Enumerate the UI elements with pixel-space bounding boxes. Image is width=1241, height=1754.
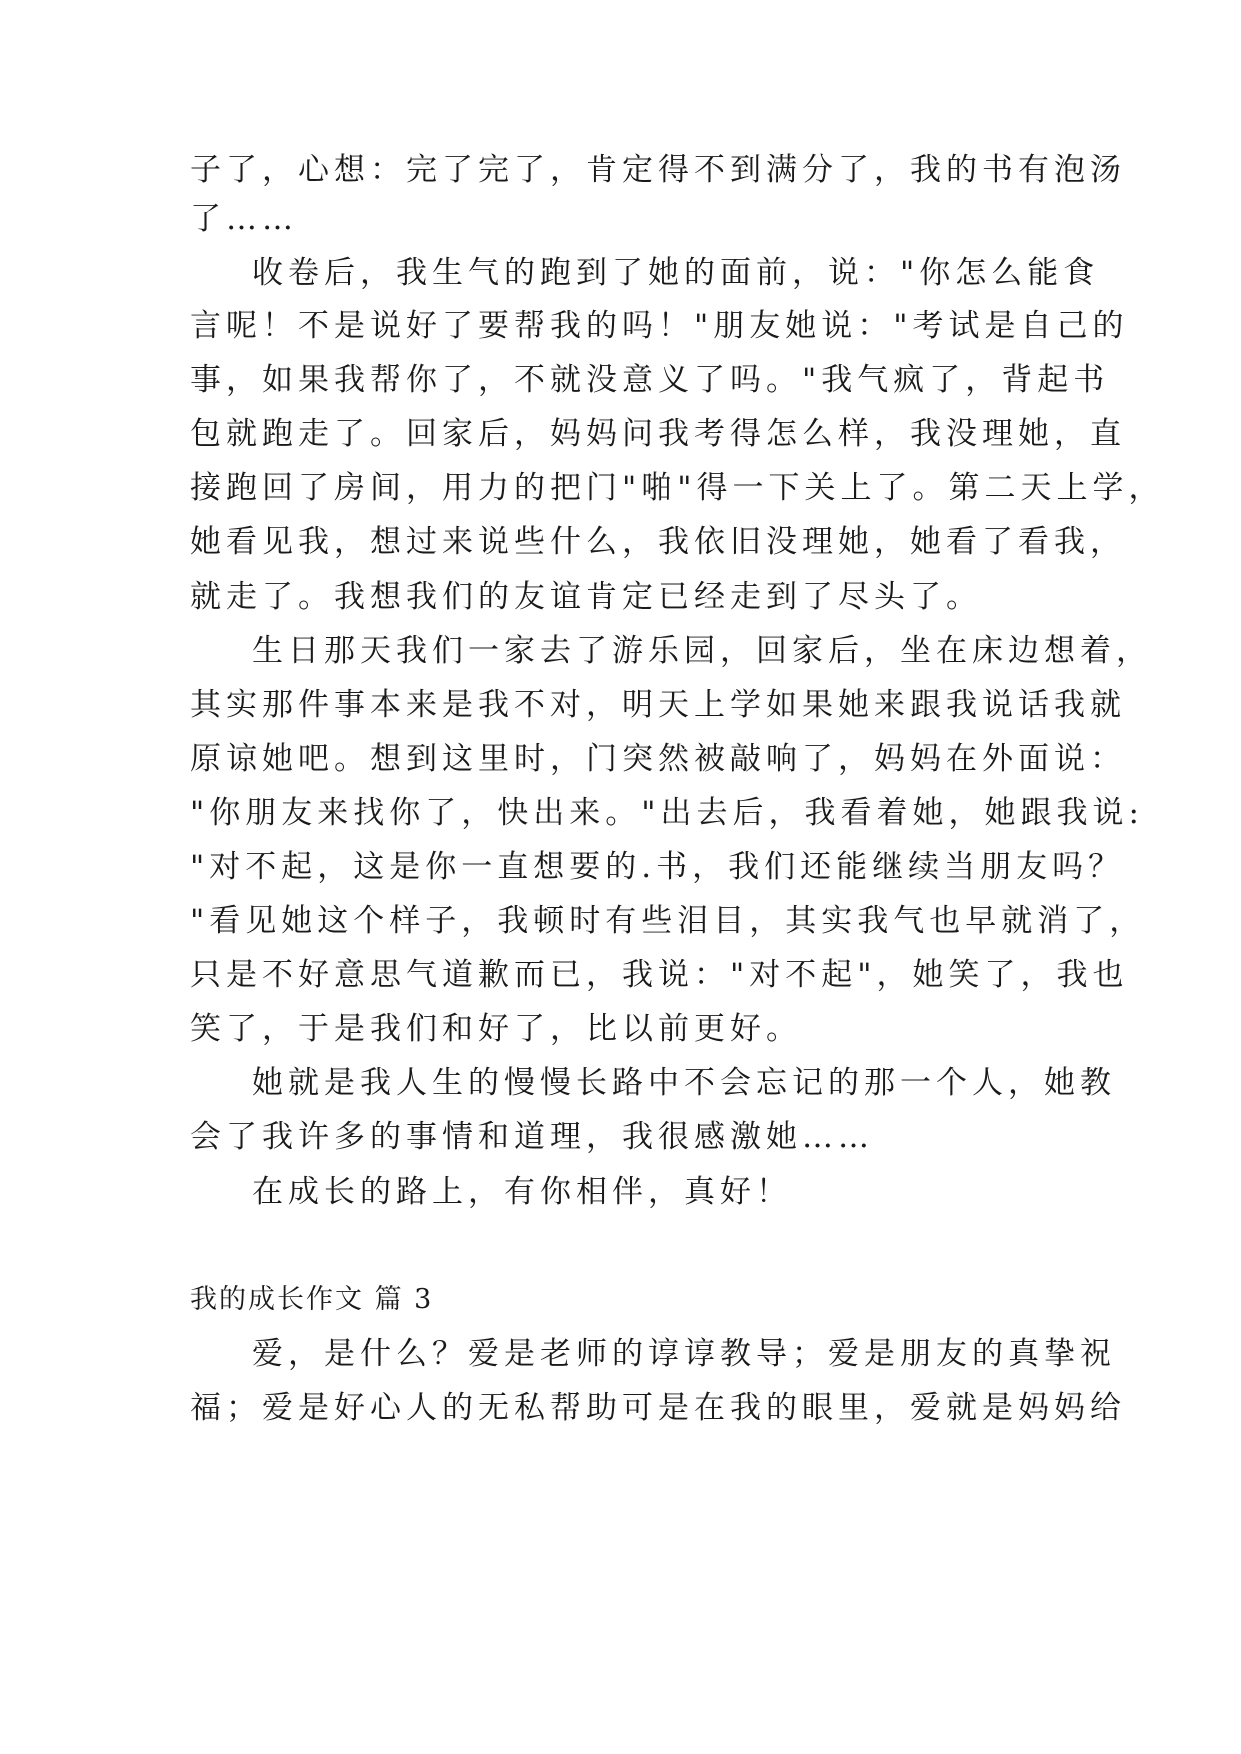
paragraph-start-line: 生日那天我们一家去了游乐园，回家后，坐在床边想着， [252,633,1152,669]
text-line: 就走了。我想我们的友谊肯定已经走到了尽头了。 [190,579,982,615]
text-line: "对不起，这是你一直想要的.书，我们还能继续当朋友吗？ [190,849,1125,885]
text-line: 了…… [190,201,298,237]
text-line: 原谅她吧。想到这里时，门突然被敲响了，妈妈在外面说： [190,741,1126,777]
text-line: 包就跑走了。回家后，妈妈问我考得怎么样，我没理她，直 [190,416,1126,452]
text-line: 事，如果我帮你了，不就没意义了吗。"我气疯了，背起书 [190,362,1110,398]
text-line: 只是不好意思气道歉而已，我说："对不起"，她笑了，我也 [190,957,1129,993]
paragraph-start-line: 在成长的路上，有你相伴，真好！ [252,1174,792,1210]
text-line: 言呢！不是说好了要帮我的吗！"朋友她说："考试是自己的 [190,308,1129,344]
text-line: "看见她这个样子，我顿时有些泪目，其实我气也早就消了， [190,903,1146,939]
text-line: 会了我许多的事情和道理，我很感激她…… [190,1119,874,1155]
section-title: 我的成长作文 篇 3 [190,1284,434,1315]
text-line: "你朋友来找你了，快出来。"出去后，我看着她，她跟我说: [190,795,1144,831]
paragraph-start-line: 她就是我人生的慢慢长路中不会忘记的那一个人，她教 [252,1065,1116,1101]
text-line: 笑了，于是我们和好了，比以前更好。 [190,1011,802,1047]
paragraph-start-line: 收卷后，我生气的跑到了她的面前，说："你怎么能食 [252,255,1100,291]
text-line: 其实那件事本来是我不对，明天上学如果她来跟我说话我就 [190,687,1126,723]
text-line: 子了，心想：完了完了，肯定得不到满分了，我的书有泡汤 [190,152,1126,188]
text-line: 福；爱是好心人的无私帮助可是在我的眼里，爱就是妈妈给 [190,1390,1126,1426]
paragraph-start-line: 爱，是什么？爱是老师的谆谆教导；爱是朋友的真挚祝 [252,1336,1116,1372]
text-line: 她看见我，想过来说些什么，我依旧没理她，她看了看我， [190,524,1126,560]
text-line: 接跑回了房间，用力的把门"啪"得一下关上了。第二天上学， [190,470,1165,506]
